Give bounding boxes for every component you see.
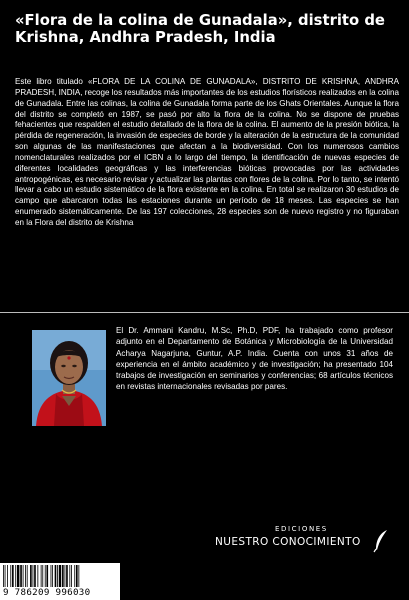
barcode-bar — [15, 565, 16, 587]
book-title: «Flora de la colina de Gunadala», distrito de Krishna, Andhra Pradesh, India — [15, 12, 385, 46]
barcode-bar — [78, 565, 79, 587]
barcode-bar — [62, 565, 64, 587]
barcode-bar — [10, 565, 11, 587]
barcode-bar — [42, 565, 43, 587]
barcode-bar — [55, 565, 57, 587]
barcode-bar — [33, 565, 34, 587]
author-portrait-image — [32, 330, 106, 426]
publisher-line2: NUESTRO CONOCIMIENTO — [215, 536, 361, 548]
barcode-bar — [52, 565, 53, 587]
barcode-bar — [7, 565, 8, 587]
barcode-bar — [74, 565, 75, 587]
barcode-bar — [45, 565, 46, 587]
book-description: Este libro titulado «FLORA DE LA COLINA DE GUNADALA», DISTRITO DE KRISHNA, ANDHRA PRADESH, INDIA, recoge los resultados más importantes de los estudios florísticos realizados en la colina de Gunadala. Entre las colinas, la colina de Gunadala forma parte de los Ghats Orientales. Aunque la flora del distrito se completó en 1987, se pasó por alto la flora de la colina. No se dispone de pruebas fehacientes que respalden el estudio detallado de la flora de la colina. El aumento de la presión biótica, la pérdida de regeneración, la invasión de especies de borde y la alteración de la estructura de la comunidad son algunas de las manifestaciones que afectan a la biodiversidad. Con los numerosos cambios nomenclaturales realizados por el ICBN a lo largo del tiempo, la identificación de nuevas especies de diferentes localidades geográficas y las interferencias bióticas provocadas por las actividades antropogénicas, es necesario revisar y actualizar las plantas con flores de la colina. Por lo tanto, se intentó llevar a cabo un estudio sistemático de la flora existente en la colina. En total se realizaron 30 estudios de campo que abarcaron todas las estaciones durante un período de 18 meses. Las especies se han enumerado sistemáticamente. De las 197 colecciones, 28 especies son de nuevo registro y no figuraban en la Flora del distrito de Krishna — [15, 77, 399, 227]
barcode-bar — [66, 565, 68, 587]
barcode-bar — [27, 565, 28, 587]
barcode-bar — [71, 565, 72, 587]
author-photo — [32, 330, 106, 426]
barcode-bar — [5, 565, 6, 587]
barcode-bar — [69, 565, 70, 587]
barcode-bar — [41, 565, 42, 587]
publisher-logo — [215, 525, 395, 555]
barcode-bar — [12, 565, 14, 587]
barcode-bar — [25, 565, 26, 587]
barcode-bar — [65, 565, 66, 587]
barcode — [0, 563, 120, 600]
barcode-bar — [17, 565, 19, 587]
barcode-bar — [20, 565, 22, 587]
barcode-bar — [37, 565, 38, 587]
barcode-bar — [76, 565, 78, 587]
barcode-bar — [30, 565, 32, 587]
barcode-bar — [59, 565, 61, 587]
publisher-line1: EDICIONES — [275, 525, 328, 533]
barcode-bar — [57, 565, 58, 587]
feather-quill-icon — [373, 529, 389, 553]
barcode-bar — [51, 565, 52, 587]
barcode-bar — [3, 565, 4, 587]
barcode-bar — [23, 565, 24, 587]
barcode-bar — [46, 565, 48, 587]
section-divider — [0, 312, 409, 313]
barcode-bars — [3, 565, 117, 587]
barcode-bar — [34, 565, 36, 587]
author-bio: El Dr. Ammani Kandru, M.Sc, Ph.D, PDF, ha trabajado como profesor adjunto en el Departamento de Botánica y Microbiología de la Universidad Acharya Nagarjuna, Guntur, A.P. India. Cuenta con unos 31 años de experiencia en el ámbito académico y de investigación; ha presentado 104 trabajos de investigación en seminarios y conferencias; 68 artículos técnicos en revistas internacionales revisadas por pares. — [116, 326, 393, 392]
barcode-digits: 9 786209 996030 — [3, 587, 91, 598]
